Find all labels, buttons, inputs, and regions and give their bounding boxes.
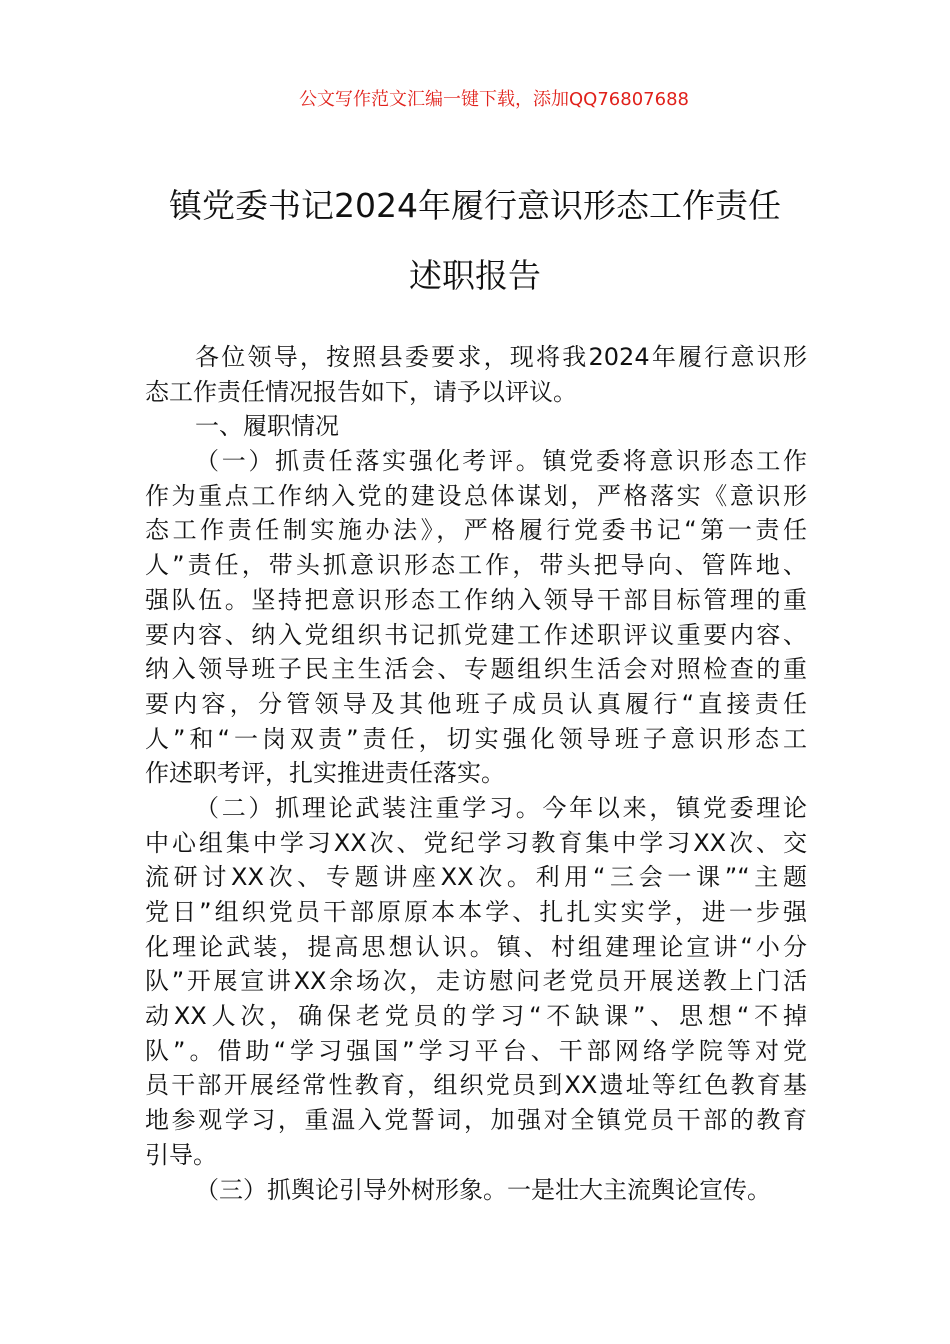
paragraph-line: 地参观学习，重温入党誓词，加强对全镇党员干部的教育 <box>145 1106 807 1135</box>
paragraph-line: 态工作责任情况报告如下，请予以评议。 <box>145 377 577 406</box>
paragraph-line: 队”开展宣讲XX余场次，走访慰问老党员开展送教上门活 <box>145 967 807 996</box>
paragraph <box>145 444 807 791</box>
paragraph-line: 作述职考评，扎实推进责任落实。 <box>145 759 505 788</box>
document-body <box>145 340 807 1207</box>
document-title-line-2: 述职报告 <box>409 256 541 295</box>
paragraph <box>145 1173 807 1208</box>
paragraph-line: 党日”组织党员干部原原本本学、扎扎实实学，进一步强 <box>145 898 807 926</box>
paragraph-line: 引导。 <box>145 1140 217 1169</box>
paragraph-line: 中心组集中学习XX次、党纪学习教育集中学习XX次、交 <box>145 828 807 857</box>
paragraph-line: 员干部开展经常性教育，组织党员到XX遗址等红色教育基 <box>145 1071 807 1100</box>
paragraph <box>145 340 807 409</box>
paragraph-line: （二）抓理论武装注重学习。今年以来，镇党委理论 <box>195 793 807 822</box>
paragraph-line: 作为重点工作纳入党的建设总体谋划，严格落实《意识形 <box>145 481 807 510</box>
paragraph-line: 人”和“一岗双责”责任，切实强化领导班子意识形态工 <box>145 724 807 753</box>
document-title-line-1: 镇党委书记2024年履行意识形态工作责任 <box>169 186 781 225</box>
paragraph-line: 纳入领导班子民主生活会、专题组织生活会对照检查的重 <box>145 655 807 684</box>
watermark-banner: 公文写作范文汇编一键下载，添加QQ76807688 <box>299 89 689 110</box>
paragraph-line: 态工作责任制实施办法》，严格履行党委书记“第一责任 <box>145 516 807 545</box>
paragraph-line: 强队伍。坚持把意识形态工作纳入领导干部目标管理的重 <box>145 585 807 614</box>
paragraph-line: 动XX人次，确保老党员的学习“不缺课”、思想“不掉 <box>145 1002 807 1031</box>
paragraph-line: 流研讨XX次、专题讲座XX次。利用“三会一课”“主题 <box>145 863 807 892</box>
paragraph <box>145 409 807 444</box>
paragraph <box>145 791 807 1173</box>
paragraph-line: 一、履职情况 <box>195 412 339 441</box>
paragraph-line: 队”。借助“学习强国”学习平台、干部网络学院等对党 <box>145 1036 807 1065</box>
paragraph-line: （三）抓舆论引导外树形象。一是壮大主流舆论宣传。 <box>195 1175 771 1204</box>
paragraph-line: 要内容，分管领导及其他班子成员认真履行“直接责任 <box>145 689 807 718</box>
paragraph-line: 要内容、纳入党组织书记抓党建工作述职评议重要内容、 <box>145 620 807 649</box>
paragraph-line: （一）抓责任落实强化考评。镇党委将意识形态工作 <box>195 447 807 476</box>
paragraph-line: 人”责任，带头抓意识形态工作，带头把导向、管阵地、 <box>145 551 807 580</box>
paragraph-line: 化理论武装，提高思想认识。镇、村组建理论宣讲“小分 <box>145 932 807 961</box>
paragraph-line: 各位领导，按照县委要求，现将我2024年履行意识形 <box>195 343 807 371</box>
